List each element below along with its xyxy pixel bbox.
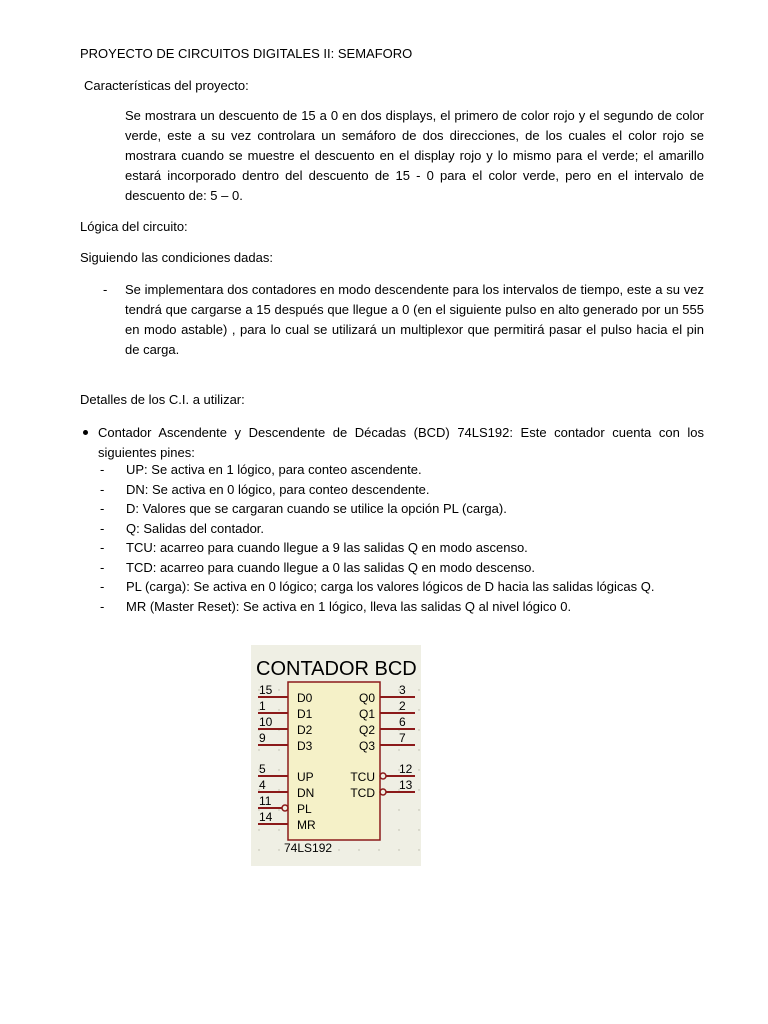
grid-dot (398, 849, 399, 850)
grid-dot (378, 849, 379, 850)
pin-label: UP (297, 770, 314, 784)
details-heading: Detalles de los C.I. a utilizar: (80, 392, 245, 407)
pin-label: Q1 (358, 707, 375, 721)
pin-number: 9 (259, 731, 266, 745)
counter-schematic (251, 645, 421, 866)
grid-dot (418, 809, 419, 810)
pin-number: 1 (259, 699, 266, 713)
logic-subheading: Siguiendo las condiciones dadas: (80, 250, 273, 265)
logic-item: Se implementara dos contadores en modo descendente para los intervalos de tiempo, este a su vez tendrá que cargarse a 15 después que llegue a 0 (en el siguiente pulso en alto generado por un 555 en modo astable) , para lo cual se utilizará un multiplexor que permitirá pasar el pulso hacia el pin de carga. (125, 282, 704, 357)
pin-number: 4 (259, 778, 266, 792)
grid-dot (418, 749, 419, 750)
pin-label: TCD (350, 786, 375, 800)
pin-number: 10 (259, 715, 273, 729)
pin-number: 12 (399, 762, 413, 776)
pin-number: 13 (399, 778, 413, 792)
grid-dot (258, 849, 259, 850)
list-item: - TCU: acarreo para cuando llegue a 9 las salidas Q en modo ascenso. (100, 540, 528, 555)
grid-dot (278, 809, 279, 810)
grid-dot (418, 729, 419, 730)
list-item: - D: Valores que se cargaran cuando se utilice la opción PL (carga). (100, 501, 507, 516)
pin-number: 5 (259, 762, 266, 776)
grid-dot (398, 829, 399, 830)
document-title: PROYECTO DE CIRCUITOS DIGITALES II: SEMAFORO (80, 46, 413, 61)
grid-dot (278, 709, 279, 710)
pin-number: 11 (259, 794, 272, 808)
counter-description: Contador Ascendente y Descendente de Décadas (BCD) 74LS192: Este contador cuenta con los siguientes pines: (98, 425, 704, 460)
logic-heading: Lógica del circuito: (80, 219, 188, 234)
grid-dot (278, 829, 279, 830)
characteristics-heading: Características del proyecto: (84, 78, 249, 93)
logic-dash: - (103, 282, 108, 297)
grid-dot (258, 829, 259, 830)
grid-dot (418, 849, 419, 850)
schematic-drawing (251, 645, 421, 866)
grid-dot (358, 849, 359, 850)
pin-label: PL (297, 802, 312, 816)
grid-dot (278, 769, 279, 770)
pin-label: TCU (350, 770, 375, 784)
pin-number: 14 (259, 810, 273, 824)
grid-dot (278, 749, 279, 750)
pin-label: D1 (297, 707, 313, 721)
pin-number: 2 (399, 699, 406, 713)
chip-body (288, 682, 380, 840)
list-item: - MR (Master Reset): Se activa en 1 lógico, lleva las salidas Q al nivel lógico 0. (100, 598, 572, 614)
list-item: - TCD: acarreo para cuando llegue a 0 las salidas Q en modo descenso. (100, 559, 536, 575)
list-item: - DN: Se activa en 0 lógico, para conteo descendente. (100, 481, 430, 497)
grid-dot (278, 849, 279, 850)
pin-number: 3 (399, 683, 406, 697)
pin-number: 7 (399, 731, 406, 745)
bullet-dot (83, 430, 88, 435)
schematic-title: CONTADOR BCD (256, 658, 417, 680)
pin-label: D0 (297, 691, 313, 705)
grid-dot (258, 749, 259, 750)
pin-label: Q2 (358, 723, 375, 737)
pin-label: Q0 (358, 691, 375, 705)
pin-label: MR (297, 818, 316, 832)
list-item: - Q: Salidas del contador. (100, 520, 265, 536)
grid-dot (278, 689, 279, 690)
grid-dot (398, 809, 399, 810)
list-item: - PL (carga): Se activa en 0 lógico; carga los valores lógicos de D hacia las salidas lógicas Q. (100, 579, 655, 594)
pin-description-list (100, 460, 720, 616)
inversion-bubble (282, 805, 288, 811)
pin-number: 6 (399, 715, 406, 729)
grid-dot (278, 789, 279, 790)
part-number: 74LS192 (284, 841, 333, 855)
grid-dot (418, 829, 419, 830)
grid-dot (418, 689, 419, 690)
grid-dot (418, 709, 419, 710)
inversion-bubble (380, 789, 386, 795)
pin-label: D3 (297, 739, 313, 753)
pin-number: 15 (259, 683, 273, 697)
grid-dot (418, 789, 419, 790)
pin-label: DN (297, 786, 315, 800)
pin-label: D2 (297, 723, 313, 737)
grid-dot (398, 749, 399, 750)
grid-dot (338, 849, 339, 850)
pin-label: Q3 (358, 739, 375, 753)
list-item: - UP: Se activa en 1 lógico, para conteo ascendente. (100, 462, 422, 477)
inversion-bubble (380, 773, 386, 779)
grid-dot (418, 769, 419, 770)
characteristics-paragraph: Se mostrara un descuento de 15 a 0 en dos displays, el primero de color rojo y el segundo de color verde, este a su vez controlara un semáforo de dos direcciones, de los cuales el color rojo se mostrara cuando se muestre el descuento en el display rojo y lo mismo para el verde; el amarillo estará incorporado dentro del descuento de 15 - 0 para el color verde, pero en el intervalo de descuento de: 5 – 0. (125, 108, 704, 203)
